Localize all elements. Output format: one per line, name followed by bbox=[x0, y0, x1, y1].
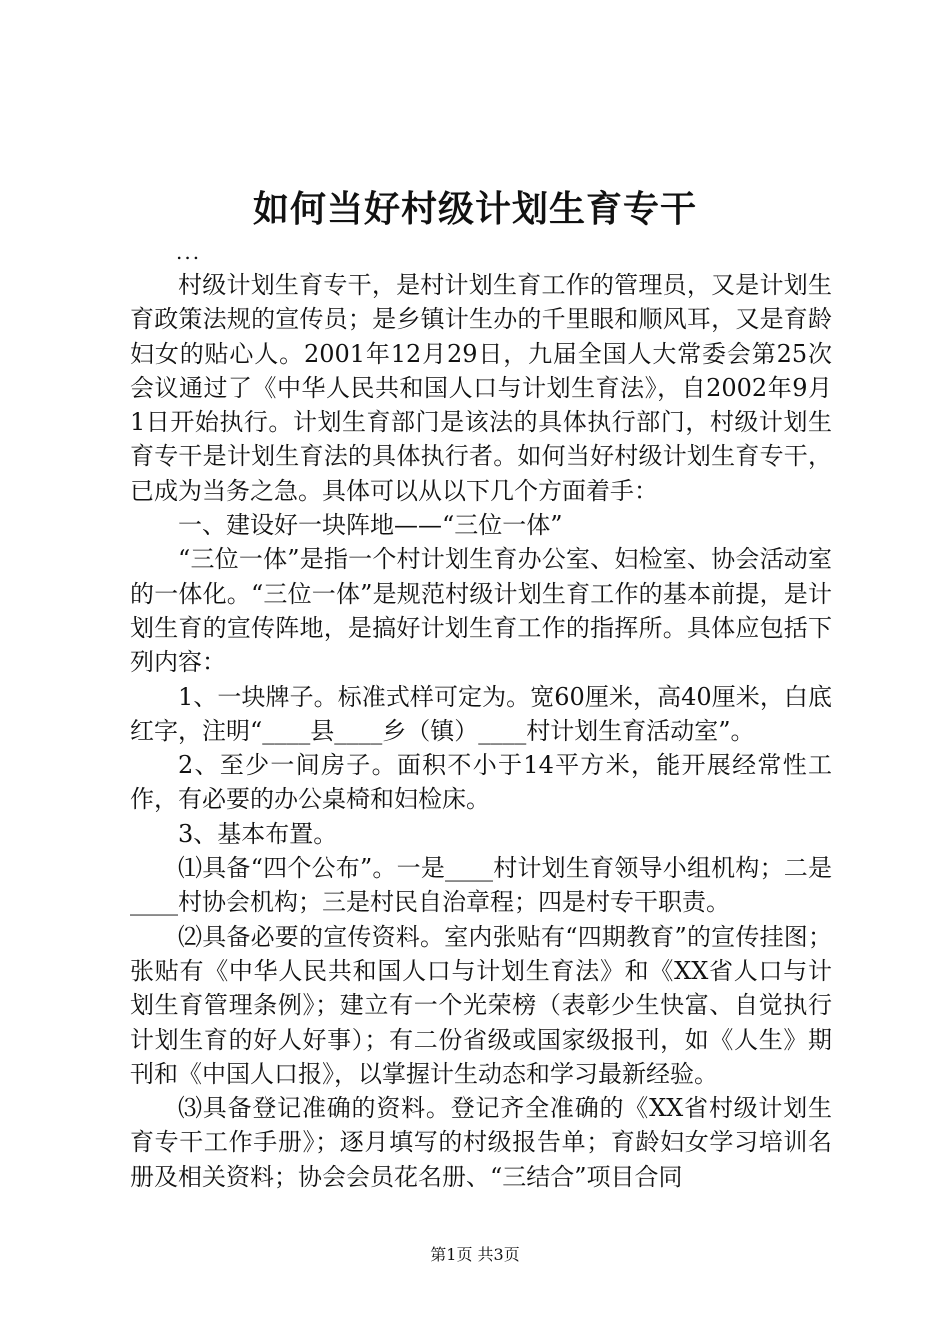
list-item: 3、基本布置。 bbox=[178, 819, 338, 848]
ellipsis-mark: ... bbox=[176, 240, 202, 264]
paragraph: 村级计划生育专干，是村计划生育工作的管理员，又是计划生育政策法规的宣传员；是乡镇计生办的千里眼和顺风耳，又是育龄妇女的贴心人。2001年12月29日，九届全国人大常委会第25次会议通过了《中华人民共和国人口与计划生育法》，自2002年9月1日开始执行。计划生育部门是该法的具体执行部门，村级计划生育专干是计划生育法的具体执行者。如何当好村级计划生育专干，已成为当务之急。具体可以从以下几个方面着手： bbox=[130, 271, 832, 505]
document-body bbox=[130, 268, 832, 1194]
section-heading: 一、建设好一块阵地——“三位一体” bbox=[178, 511, 563, 540]
document-title: 如何当好村级计划生育专干 bbox=[252, 188, 697, 230]
sub-list-item: ⑵具备必要的宣传资料。室内张贴有“四期教育”的宣传挂图；张贴有《中华人民共和国人口与计划生育法》和《XX省人口与计划生育管理条例》；建立有一个光荣榜（表彰少生快富、自觉执行计划生育的好人好事）；有二份省级或国家级报刊，如《人生》期刊和《中国人口报》，以掌握计生动态和学习最新经验。 bbox=[130, 922, 832, 1088]
list-item: 2、至少一间房子。面积不小于14平方米，能开展经常性工作，有必要的办公桌椅和妇检床。 bbox=[130, 751, 832, 814]
paragraph: “三位一体”是指一个村计划生育办公室、妇检室、协会活动室的一体化。“三位一体”是规范村级计划生育工作的基本前提，是计划生育的宣传阵地，是搞好计划生育工作的指挥所。具体应包括下列内容： bbox=[130, 545, 832, 677]
list-item: 1、一块牌子。标准式样可定为。宽60厘米，高40厘米，白底红字，注明“____县____乡（镇）____村计划生育活动室”。 bbox=[130, 682, 832, 745]
sub-list-item: ⑶具备登记准确的资料。登记齐全准确的《XX省村级计划生育专干工作手册》；逐月填写的村级报告单；育龄妇女学习培训名册及相关资料；协会会员花名册、“三结合”项目合同 bbox=[130, 1094, 832, 1191]
sub-list-item: ⑴具备“四个公布”。一是____村计划生育领导小组机构；二是____村协会机构；三是村民自治章程；四是村专干职责。 bbox=[130, 854, 832, 917]
page-footer: 第1页 共3页 bbox=[430, 1245, 520, 1264]
